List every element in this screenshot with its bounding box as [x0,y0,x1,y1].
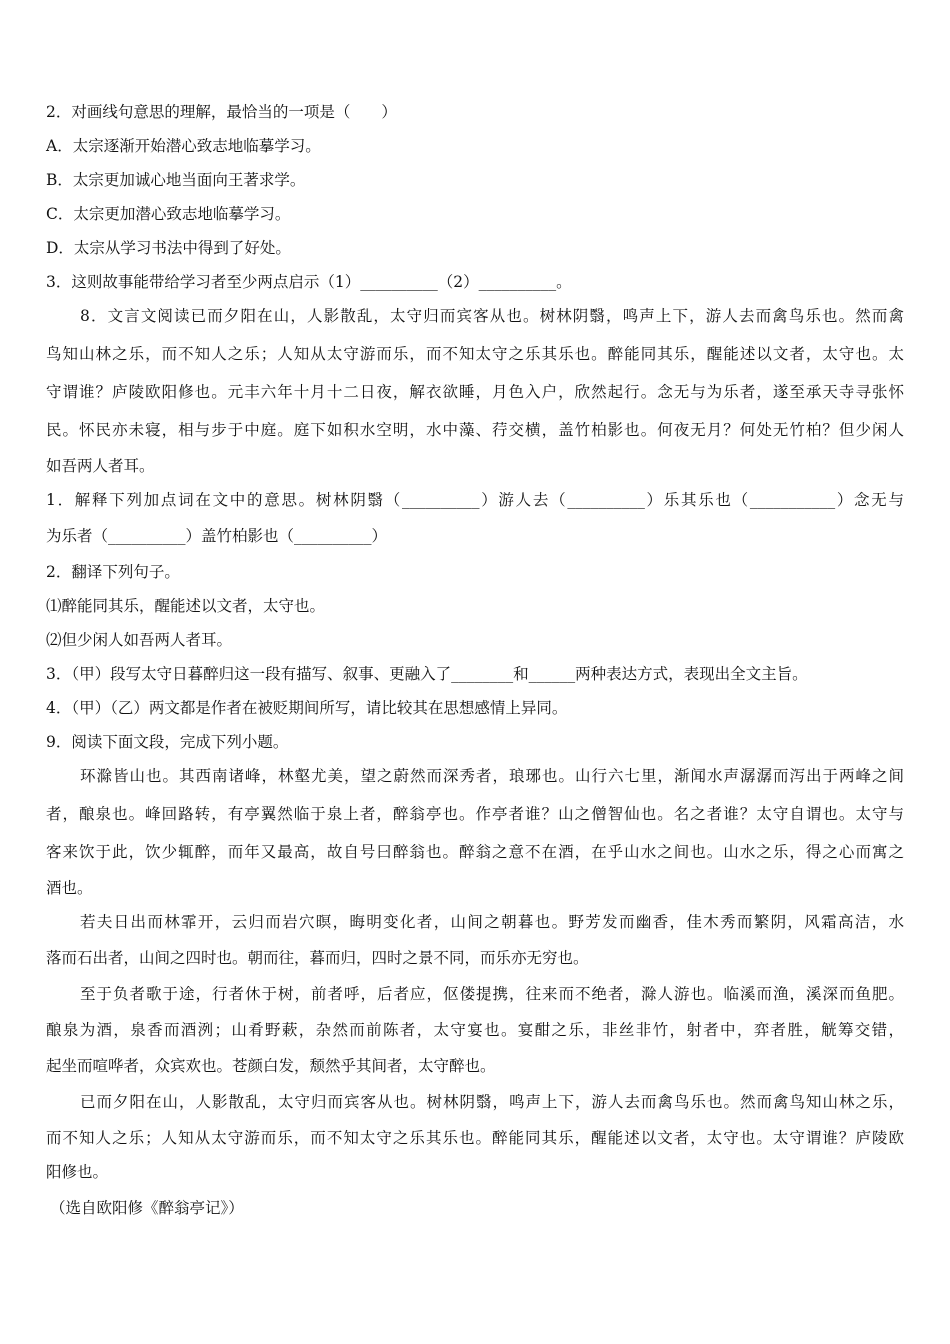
q9-para1-line: 客来饮于此，饮少辄醉，而年又最高，故自号曰醉翁也。醉翁之意不在酒，在乎山水之间也。山水之乐，得之心而寓之 [46,843,904,861]
q8-sub3: 3．（甲）段写太守日暮醉归这一段有描写、叙事、更融入了________和______两种表达方式，表现出全文主旨。 [46,665,808,683]
q9-para3-line: 酿泉为酒，泉香而酒洌；山肴野蔌，杂然而前陈者，太守宴也。宴酣之乐，非丝非竹，射者中，弈者胜，觥筹交错， [46,1021,904,1039]
q8-passage-line: 如吾两人者耳。 [46,457,155,475]
q3-prompt: 3．这则故事能带给学习者至少两点启示（1）__________（2）__________。 [46,273,572,291]
q8-sub2-b: ⑵但少闲人如吾两人者耳。 [46,631,233,649]
q2-option-c: C．太宗更加潜心致志地临摹学习。 [46,205,291,223]
q9-para3-line: 至于负者歌于途，行者休于树，前者呼，后者应，伛偻提携，往来而不绝者，滁人游也。临溪而渔，溪深而鱼肥。 [80,985,904,1003]
q8-sub1-line2: 为乐者（__________）盖竹柏影也（__________） [46,527,388,545]
q8-sub4: 4．（甲）（乙）两文都是作者在被贬期间所写，请比较其在思想感情上异同。 [46,699,568,717]
q2-option-a: A．太宗逐渐开始潜心致志地临摹学习。 [46,137,321,155]
q9-source: （选自欧阳修《醉翁亭记》） [50,1199,244,1217]
q8-passage-line: 8．文言文阅读已而夕阳在山，人影散乱，太守归而宾客从也。树林阴翳，鸣声上下，游人去而禽鸟乐也。然而禽 [80,307,904,325]
q8-sub1-line1: 1．解释下列加点词在文中的意思。树林阴翳（__________）游人去（__________）乐其乐也（___________）念无与 [46,491,904,509]
q9-para1-line: 环滁皆山也。其西南诸峰，林壑尤美，望之蔚然而深秀者，琅琊也。山行六七里，渐闻水声潺潺而泻出于两峰之间 [80,767,904,785]
q8-sub2-a: ⑴醉能同其乐，醒能述以文者，太守也。 [46,597,326,615]
q8-passage-line: 守谓谁？庐陵欧阳修也。元丰六年十月十二日夜，解衣欲睡，月色入户，欣然起行。念无与为乐者，遂至承天寺寻张怀 [46,383,904,401]
q9-para1-line: 者，酿泉也。峰回路转，有亭翼然临于泉上者，醉翁亭也。作亭者谁？山之僧智仙也。名之者谁？太守自谓也。太守与 [46,805,904,823]
q9-para4-line: 阳修也。 [46,1163,109,1181]
q8-passage-line: 民。怀民亦未寝，相与步于中庭。庭下如积水空明，水中藻、荇交横，盖竹柏影也。何夜无月？何处无竹柏？但少闲人 [46,421,904,439]
q9-para2-line: 落而石出者，山间之四时也。朝而往，暮而归，四时之景不同，而乐亦无穷也。 [46,949,589,967]
q8-passage-line: 鸟知山林之乐，而不知人之乐；人知从太守游而乐，而不知太守之乐其乐也。醉能同其乐，醒能述以文者，太守也。太 [46,345,904,363]
q9-para2-line: 若夫日出而林霏开，云归而岩穴暝，晦明变化者，山间之朝暮也。野芳发而幽香，佳木秀而繁阴，风霜高洁，水 [80,913,904,931]
q9-prompt: 9．阅读下面文段，完成下列小题。 [46,733,289,751]
q2-option-b: B．太宗更加诚心地当面向王著求学。 [46,171,306,189]
q9-para4-line: 已而夕阳在山，人影散乱，太守归而宾客从也。树林阴翳，鸣声上下，游人去而禽鸟乐也。然而禽鸟知山林之乐， [80,1093,904,1111]
q2-prompt: 2．对画线句意思的理解，最恰当的一项是（ ） [46,103,397,121]
q2-option-d: D．太宗从学习书法中得到了好处。 [46,239,291,257]
q9-para1-line: 酒也。 [46,879,93,897]
q8-sub2: 2．翻译下列句子。 [46,563,180,581]
q9-para3-line: 起坐而喧哗者，众宾欢也。苍颜白发，颓然乎其间者，太守醉也。 [46,1057,496,1075]
q9-para4-line: 而不知人之乐；人知从太守游而乐，而不知太守之乐其乐也。醉能同其乐，醒能述以文者，太守也。太守谓谁？庐陵欧 [46,1129,904,1147]
